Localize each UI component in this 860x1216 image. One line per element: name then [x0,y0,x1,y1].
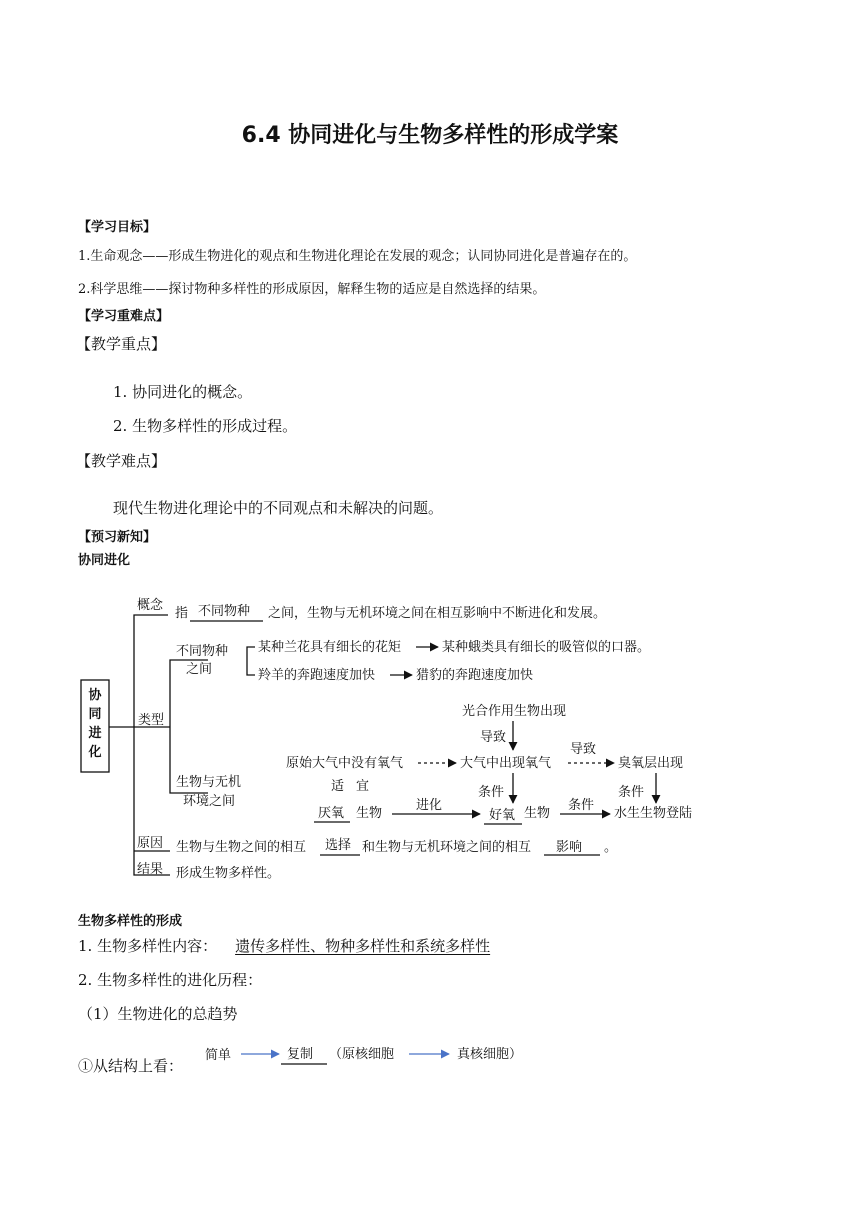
flow-simple: 简单 [205,1048,232,1063]
page-title: 6.4 协同进化与生物多样性的形成学案 [241,123,619,148]
preview-heading: 【预习新知】 [78,530,157,545]
objectives-heading: 【学习目标】 [78,220,157,235]
example1-cause: 某种兰花具有细长的花矩 [258,640,402,655]
types-label: 类型 [138,713,165,728]
concept-suffix: 之间，生物与无机环境之间在相互影响中不断进化和发展。 [268,606,607,621]
land-text: 水生生物登陆 [614,806,693,821]
structure-label: ①从结构上看： [78,1057,184,1075]
concept-blank: 不同物种 [198,604,251,619]
focus-item-2: 2. 生物多样性的形成过程。 [113,417,298,435]
biodiversity-item-1-answer: 遗传多样性、物种多样性和系统多样性 [235,937,491,955]
key-points-heading: 【学习重难点】 [78,309,170,324]
condition-label-3: 条件 [618,785,645,800]
objective-1: 1.生命观念——形成生物进化的观点和生物进化理论在发展的观念；认同协同进化是普遍存在的。 [78,249,637,264]
difficulty-heading: 【教学难点】 [76,452,167,470]
cause-text-1: 生物与生物之间的相互 [176,840,307,855]
focus-item-1: 1. 协同进化的概念。 [113,383,253,401]
focus-heading: 【教学重点】 [76,335,167,353]
coevolution-subheading: 协同进化 [78,553,131,568]
root-char-2: 同 [88,707,102,722]
cause-text-2: 和生物与无机环境之间的相互 [362,840,532,855]
oxygen-text: 大气中出现氧气 [460,756,552,771]
ozone-text: 臭氧层出现 [618,756,684,771]
objective-2: 2.科学思维——探讨物种多样性的形成原因，解释生物的适应是自然选择的结果。 [78,282,546,297]
photosynthesis-text: 光合作用生物出现 [462,704,567,719]
coevolution-diagram [0,585,860,895]
biodiversity-item-1-prefix: 1. 生物多样性内容： [78,937,218,955]
species-bracket [247,647,255,675]
cause-label: 原因 [137,836,164,851]
bio-env-1: 生物与无机 [176,775,242,790]
no-oxygen-text: 原始大气中没有氧气 [286,756,404,771]
biodiversity-heading: 生物多样性的形成 [78,914,183,929]
anaerobic-blank: 厌氧 [318,806,345,821]
cause-blank-1: 选择 [325,838,352,853]
example1-effect: 某种蛾类具有细长的吸管似的口器。 [442,640,651,655]
example2-effect: 猎豹的奔跑速度加快 [416,668,534,683]
cause-end: 。 [604,840,618,855]
flow-eukaryote: 真核细胞） [457,1047,523,1062]
organism-1: 生物 [356,806,383,821]
result-text: 形成生物多样性。 [176,866,281,881]
example2-cause: 羚羊的奔跑速度加快 [258,668,376,683]
flow-prokaryote: （原核细胞 [329,1047,395,1062]
lead-label-2: 导致 [570,742,597,757]
structure-flow [195,1038,555,1072]
concept-label: 概念 [137,598,164,613]
biodiversity-item-1 [78,935,490,956]
biodiversity-item-2: 2. 生物多样性的进化历程： [78,971,263,989]
condition-label-1: 条件 [478,785,505,800]
root-char-4: 化 [88,745,102,760]
concept-prefix: 指 [175,606,189,621]
aerobic-blank: 好氧 [489,808,516,823]
cause-blank-2: 影响 [556,840,583,855]
flow-complex: 复制 [287,1047,314,1062]
between-species-1: 不同物种 [176,644,229,659]
types-bracket [170,660,208,793]
lead-label-1: 导致 [480,730,507,745]
root-char-3: 进 [88,726,102,741]
evolve-label: 进化 [416,798,443,813]
bio-env-2: 环境之间 [183,794,236,809]
difficulty-text: 现代生物进化理论中的不同观点和未解决的问题。 [113,499,444,517]
condition-label-2: 条件 [568,798,595,813]
root-char-1: 协 [88,688,102,703]
between-species-2: 之间 [186,662,213,677]
result-label: 结果 [137,862,164,877]
suit-char-2: 宜 [356,779,370,794]
organism-2: 生物 [524,806,551,821]
evolution-trend: （1）生物进化的总趋势 [78,1005,238,1023]
suit-char-1: 适 [331,779,345,794]
